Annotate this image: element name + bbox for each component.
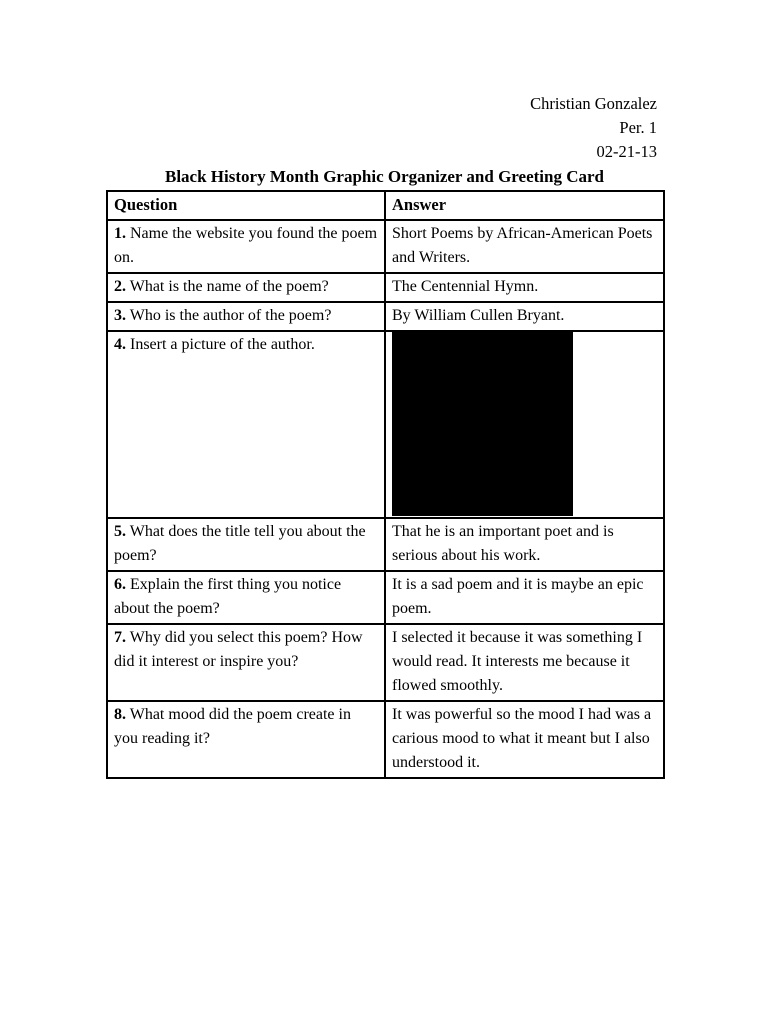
answer-cell: It was powerful so the mood I had was a carious mood to what it meant but I also understood it. [385, 701, 664, 778]
question-number: 4. [114, 336, 126, 353]
answer-cell [385, 331, 664, 518]
question-text: What mood did the poem create in you reading it? [114, 706, 351, 747]
question-number: 5. [114, 523, 126, 540]
question-text: Name the website you found the poem on. [114, 225, 378, 266]
author-picture-redacted [392, 332, 573, 516]
question-cell [107, 518, 385, 571]
question-cell [107, 331, 385, 518]
answer-cell: Short Poems by African-American Poets and Writers. [385, 220, 664, 273]
question-number: 3. [114, 307, 126, 324]
class-period: Per. 1 [619, 118, 657, 137]
question-cell [107, 220, 385, 273]
question-number: 2. [114, 278, 126, 295]
graphic-organizer-table [106, 190, 665, 779]
question-text: Insert a picture of the author. [130, 336, 315, 353]
question-cell [107, 624, 385, 701]
document-title: Black History Month Graphic Organizer and Greeting Card [165, 167, 604, 186]
question-text: Who is the author of the poem? [129, 307, 332, 324]
answer-cell: The Centennial Hymn. [385, 273, 664, 302]
table-row [107, 220, 664, 273]
question-text: What does the title tell you about the poem? [114, 523, 366, 564]
table-header-row [107, 191, 664, 220]
question-cell [107, 701, 385, 778]
question-number: 7. [114, 629, 126, 646]
question-number: 1. [114, 225, 126, 242]
student-info [530, 92, 657, 164]
question-number: 8. [114, 706, 126, 723]
question-cell [107, 273, 385, 302]
table-row [107, 331, 664, 518]
answer-cell: It is a sad poem and it is maybe an epic poem. [385, 571, 664, 624]
column-header-answer: Answer [385, 191, 664, 220]
question-text: Why did you select this poem? How did it interest or inspire you? [114, 629, 363, 670]
table-row [107, 518, 664, 571]
table-row [107, 701, 664, 778]
table-row [107, 302, 664, 331]
question-text: Explain the first thing you notice about the poem? [114, 576, 342, 617]
table-row [107, 571, 664, 624]
document-date: 02-21-13 [596, 142, 657, 161]
table-row [107, 624, 664, 701]
answer-cell: I selected it because it was something I would read. It interests me because it flowed smoothly. [385, 624, 664, 701]
table-row [107, 273, 664, 302]
student-name: Christian Gonzalez [530, 94, 657, 113]
answer-cell: That he is an important poet and is serious about his work. [385, 518, 664, 571]
question-text: What is the name of the poem? [129, 278, 329, 295]
question-cell [107, 571, 385, 624]
question-number: 6. [114, 576, 126, 593]
answer-cell: By William Cullen Bryant. [385, 302, 664, 331]
question-cell [107, 302, 385, 331]
column-header-question: Question [107, 191, 385, 220]
